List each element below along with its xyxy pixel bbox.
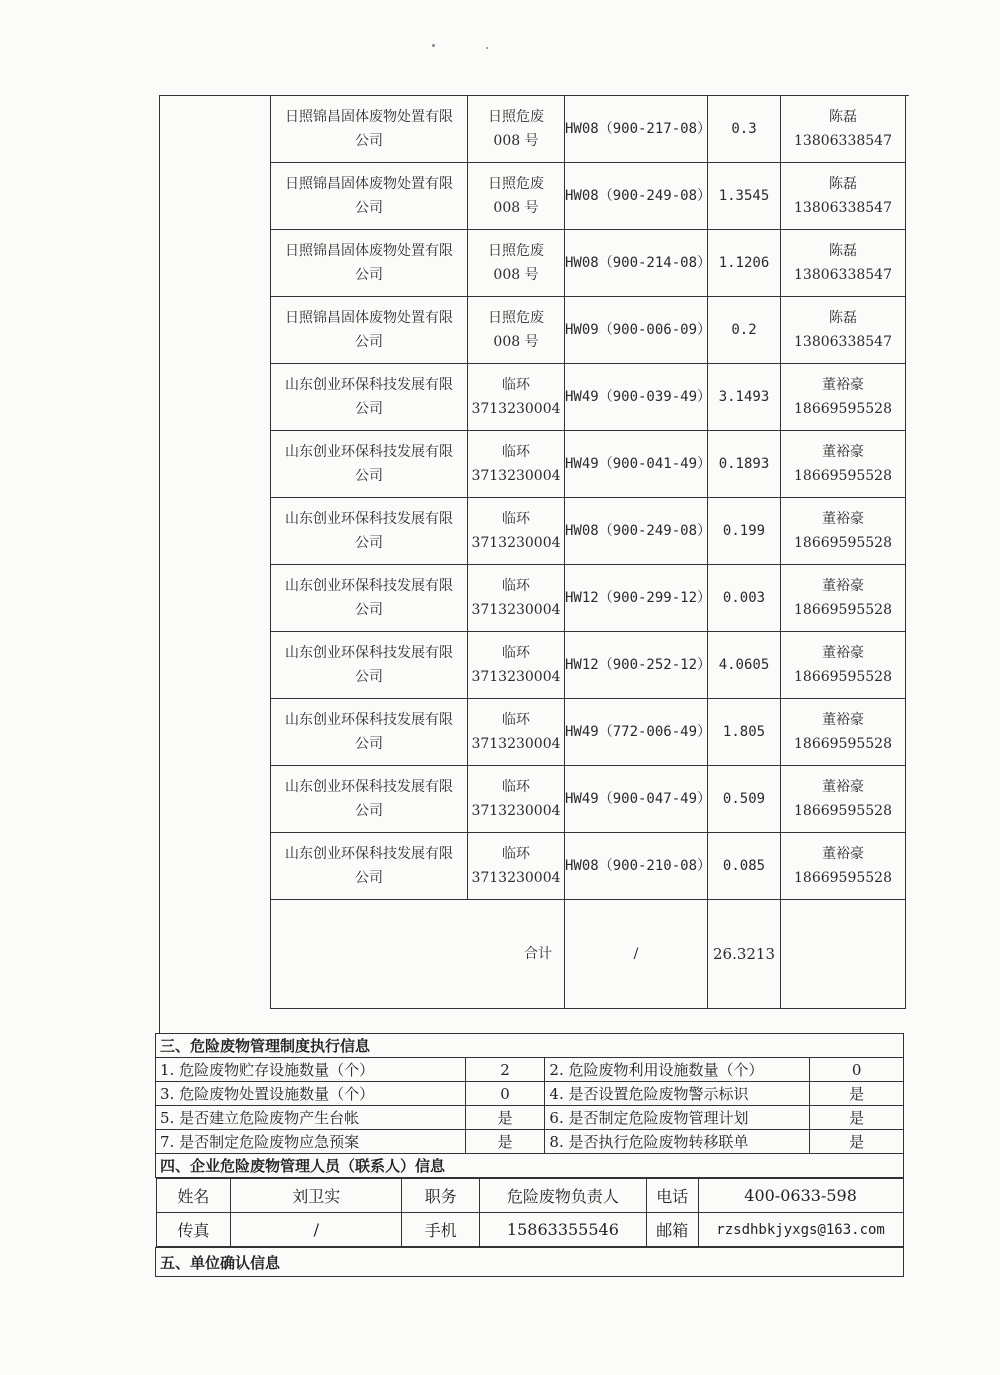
disposal-row <box>271 632 906 699</box>
waste-code: HW49（900-039-49） <box>565 389 712 405</box>
waste-code: HW08（900-249-08） <box>565 188 712 204</box>
fax-value: / <box>231 1213 402 1247</box>
license-number-line: 日照危废 <box>488 310 544 326</box>
waste-amount-cell <box>708 498 781 565</box>
section5-title: 五、单位确认信息 <box>156 1248 904 1277</box>
contact-line: 陈磊 <box>829 243 857 259</box>
license-number-line: 3713230004 <box>471 736 561 752</box>
position-label: 职务 <box>402 1179 480 1213</box>
waste-code: HW08（900-210-08） <box>565 858 712 874</box>
waste-amount: 0.199 <box>722 523 766 539</box>
name-value: 刘卫实 <box>231 1179 402 1213</box>
email-value: rzsdhbkjyxgs@163.com <box>698 1213 903 1247</box>
contact-line: 13806338547 <box>794 334 892 350</box>
license-number-line: 008 号 <box>493 267 539 283</box>
company-name-cell <box>271 364 468 431</box>
section3-left-value: 2 <box>465 1058 545 1082</box>
section3-right-value: 是 <box>810 1082 904 1106</box>
license-number-cell <box>468 431 565 498</box>
waste-code: HW12（900-252-12） <box>565 657 712 673</box>
waste-code-cell <box>565 498 712 565</box>
contact-line: 陈磊 <box>829 109 857 125</box>
waste-code: HW08（900-217-08） <box>565 121 712 137</box>
section3-left-label: 1. 危险废物贮存设施数量（个） <box>156 1058 466 1082</box>
disposal-row <box>271 364 906 431</box>
company-name: 山东创业环保科技发展有限公司 <box>285 377 453 417</box>
company-name-cell <box>271 766 468 833</box>
section3-right-label: 4. 是否设置危险废物警示标识 <box>545 1082 810 1106</box>
contact-line: 陈磊 <box>829 310 857 326</box>
waste-amount-cell <box>708 833 781 900</box>
license-number-line: 日照危废 <box>488 109 544 125</box>
contact-line: 董裕豪 <box>822 444 864 460</box>
total-empty <box>781 900 906 1009</box>
company-name: 日照锦昌固体废物处置有限公司 <box>285 109 453 149</box>
waste-code: HW49（772-006-49） <box>565 724 712 740</box>
waste-amount-cell <box>708 699 781 766</box>
contact-line: 18669595528 <box>794 669 892 685</box>
license-number-cell <box>468 766 565 833</box>
waste-code: HW09（900-006-09） <box>565 322 712 338</box>
disposal-row <box>271 230 906 297</box>
contact-cell <box>781 431 906 498</box>
contact-line: 董裕豪 <box>822 712 864 728</box>
position-value: 危险废物负责人 <box>480 1179 647 1213</box>
company-name: 山东创业环保科技发展有限公司 <box>285 645 453 685</box>
waste-code-cell <box>565 766 712 833</box>
contact-line: 18669595528 <box>794 401 892 417</box>
section3-row <box>156 1058 904 1082</box>
license-number-line: 008 号 <box>493 200 539 216</box>
disposal-row <box>271 431 906 498</box>
section3-left-value: 0 <box>465 1082 545 1106</box>
license-number-cell <box>468 163 565 230</box>
company-name: 日照锦昌固体废物处置有限公司 <box>285 310 453 350</box>
waste-amount: 1.3545 <box>718 188 770 204</box>
company-name: 山东创业环保科技发展有限公司 <box>285 578 453 618</box>
total-amount: 26.3213 <box>708 900 781 1009</box>
license-number-line: 临环 <box>502 645 530 661</box>
contact-table-wrapper <box>156 1178 904 1248</box>
contact-line: 董裕豪 <box>822 779 864 795</box>
license-number-line: 3713230004 <box>471 535 561 551</box>
license-number-line: 3713230004 <box>471 870 561 886</box>
company-name: 日照锦昌固体废物处置有限公司 <box>285 243 453 283</box>
license-number-line: 008 号 <box>493 334 539 350</box>
waste-amount: 0.085 <box>722 858 766 874</box>
company-name-cell <box>271 565 468 632</box>
company-name: 日照锦昌固体废物处置有限公司 <box>285 176 453 216</box>
contact-line: 18669595528 <box>794 736 892 752</box>
company-name-cell <box>271 297 468 364</box>
license-number-cell <box>468 565 565 632</box>
company-name-cell <box>271 96 468 163</box>
license-number-cell <box>468 833 565 900</box>
license-number-cell <box>468 230 565 297</box>
disposal-row <box>271 96 906 163</box>
waste-amount: 3.1493 <box>718 389 770 405</box>
total-row <box>271 900 906 1009</box>
license-number-line: 临环 <box>502 578 530 594</box>
section3-row <box>156 1106 904 1130</box>
waste-code-cell <box>565 833 712 900</box>
waste-amount: 1.1206 <box>718 255 770 271</box>
contact-line: 董裕豪 <box>822 645 864 661</box>
contact-line: 董裕豪 <box>822 578 864 594</box>
license-number-line: 008 号 <box>493 133 539 149</box>
company-name-cell <box>271 230 468 297</box>
contact-line: 陈磊 <box>829 176 857 192</box>
license-number-line: 临环 <box>502 712 530 728</box>
license-number-cell <box>468 96 565 163</box>
waste-amount-cell <box>708 632 781 699</box>
contact-line: 董裕豪 <box>822 511 864 527</box>
phone-label: 电话 <box>646 1179 698 1213</box>
waste-code-cell <box>565 699 712 766</box>
contact-table <box>156 1178 904 1247</box>
contact-cell <box>781 766 906 833</box>
disposal-row <box>271 297 906 364</box>
section3-left-label: 5. 是否建立危险废物产生台帐 <box>156 1106 466 1130</box>
company-name: 山东创业环保科技发展有限公司 <box>285 779 453 819</box>
fax-label: 传真 <box>156 1213 231 1247</box>
section3-right-value: 0 <box>810 1058 904 1082</box>
contact-line: 董裕豪 <box>822 377 864 393</box>
license-number-cell <box>468 699 565 766</box>
contact-cell <box>781 364 906 431</box>
waste-amount-cell <box>708 431 781 498</box>
waste-code-cell <box>565 632 712 699</box>
company-name-cell <box>271 632 468 699</box>
waste-amount: 0.1893 <box>718 456 770 472</box>
section4-title: 四、企业危险废物管理人员（联系人）信息 <box>156 1154 904 1178</box>
contact-cell <box>781 565 906 632</box>
license-number-cell <box>468 364 565 431</box>
waste-code: HW49（900-041-49） <box>565 456 712 472</box>
contact-line: 18669595528 <box>794 468 892 484</box>
license-number-line: 日照危废 <box>488 243 544 259</box>
section3-right-label: 8. 是否执行危险废物转移联单 <box>545 1130 810 1154</box>
contact-cell <box>781 699 906 766</box>
company-name: 山东创业环保科技发展有限公司 <box>285 444 453 484</box>
waste-amount-cell <box>708 163 781 230</box>
license-number-line: 临环 <box>502 444 530 460</box>
waste-amount-cell <box>708 565 781 632</box>
waste-code-cell <box>565 96 712 163</box>
section3-left-value: 是 <box>465 1106 545 1130</box>
waste-amount-cell <box>708 96 781 163</box>
waste-code-cell <box>565 364 712 431</box>
disposal-row <box>271 565 906 632</box>
email-label: 邮箱 <box>646 1213 698 1247</box>
company-name: 山东创业环保科技发展有限公司 <box>285 846 453 886</box>
contact-cell <box>781 297 906 364</box>
waste-amount: 0.509 <box>722 791 766 807</box>
waste-code-cell <box>565 163 712 230</box>
disposal-row <box>271 163 906 230</box>
contact-line: 18669595528 <box>794 535 892 551</box>
company-name-cell <box>271 833 468 900</box>
license-number-cell <box>468 297 565 364</box>
contact-cell <box>781 498 906 565</box>
license-number-line: 临环 <box>502 377 530 393</box>
contact-cell <box>781 230 906 297</box>
waste-amount: 0.003 <box>722 590 766 606</box>
section3-right-value: 是 <box>810 1130 904 1154</box>
waste-code-cell <box>565 297 712 364</box>
section3-left-label: 3. 危险废物处置设施数量（个） <box>156 1082 466 1106</box>
license-number-line: 临环 <box>502 846 530 862</box>
company-name-cell <box>271 498 468 565</box>
waste-amount: 4.0605 <box>718 657 770 673</box>
disposal-row <box>271 833 906 900</box>
scan-speck <box>432 44 435 47</box>
section3-right-label: 6. 是否制定危险废物管理计划 <box>545 1106 810 1130</box>
waste-amount-cell <box>708 364 781 431</box>
disposal-row <box>271 766 906 833</box>
contact-cell <box>781 96 906 163</box>
waste-code: HW08（900-249-08） <box>565 523 712 539</box>
license-number-line: 3713230004 <box>471 669 561 685</box>
total-label: 合计 <box>271 900 565 1009</box>
contact-cell <box>781 833 906 900</box>
contact-line: 18669595528 <box>794 803 892 819</box>
waste-code-cell <box>565 565 712 632</box>
disposal-table <box>270 95 906 1009</box>
contact-line: 18669595528 <box>794 870 892 886</box>
license-number-line: 日照危废 <box>488 176 544 192</box>
company-name-cell <box>271 699 468 766</box>
waste-amount: 1.805 <box>722 724 766 740</box>
company-name-cell <box>271 163 468 230</box>
contact-line: 13806338547 <box>794 200 892 216</box>
waste-code: HW49（900-047-49） <box>565 791 712 807</box>
management-info-table <box>155 1033 904 1277</box>
license-number-line: 3713230004 <box>471 401 561 417</box>
contact-cell <box>781 632 906 699</box>
license-number-line: 3713230004 <box>471 803 561 819</box>
section3-left-value: 是 <box>465 1130 545 1154</box>
license-number-line: 临环 <box>502 779 530 795</box>
name-label: 姓名 <box>156 1179 231 1213</box>
waste-code: HW12（900-299-12） <box>565 590 712 606</box>
mobile-label: 手机 <box>402 1213 480 1247</box>
waste-code-cell <box>565 230 712 297</box>
license-number-cell <box>468 498 565 565</box>
total-mark: / <box>565 900 708 1009</box>
disposal-row <box>271 498 906 565</box>
contact-line: 18669595528 <box>794 602 892 618</box>
license-number-line: 3713230004 <box>471 468 561 484</box>
waste-amount: 0.2 <box>731 322 757 338</box>
license-number-cell <box>468 632 565 699</box>
mobile-value: 15863355546 <box>480 1213 647 1247</box>
section3-right-value: 是 <box>810 1106 904 1130</box>
license-number-line: 3713230004 <box>471 602 561 618</box>
company-name: 山东创业环保科技发展有限公司 <box>285 511 453 551</box>
waste-code-cell <box>565 431 712 498</box>
waste-amount-cell <box>708 297 781 364</box>
section3-row <box>156 1130 904 1154</box>
contact-line: 13806338547 <box>794 133 892 149</box>
contact-cell <box>781 163 906 230</box>
waste-code: HW08（900-214-08） <box>565 255 712 271</box>
waste-amount-cell <box>708 766 781 833</box>
contact-line: 13806338547 <box>794 267 892 283</box>
company-name: 山东创业环保科技发展有限公司 <box>285 712 453 752</box>
section3-row <box>156 1082 904 1106</box>
section3-left-label: 7. 是否制定危险废物应急预案 <box>156 1130 466 1154</box>
license-number-line: 临环 <box>502 511 530 527</box>
scan-speck <box>486 47 488 49</box>
section3-title: 三、危险废物管理制度执行信息 <box>156 1034 904 1058</box>
disposal-row <box>271 699 906 766</box>
phone-value: 400-0633-598 <box>698 1179 903 1213</box>
waste-amount-cell <box>708 230 781 297</box>
section3-right-label: 2. 危险废物利用设施数量（个） <box>545 1058 810 1082</box>
company-name-cell <box>271 431 468 498</box>
contact-line: 董裕豪 <box>822 846 864 862</box>
waste-amount: 0.3 <box>731 121 757 137</box>
